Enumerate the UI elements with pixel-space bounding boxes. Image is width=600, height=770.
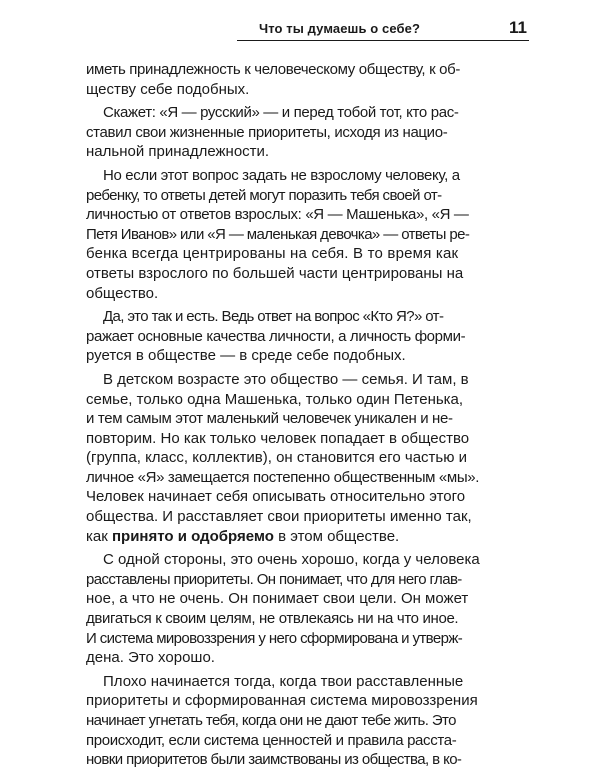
text-line: общества. И расставляет свои приоритеты именно так, [86,508,472,526]
text-line: руется в обществе — в среде себе подобных. [86,347,406,365]
text-run: как [86,527,112,545]
text-line: общество. [86,284,159,302]
paragraph [86,166,528,303]
text-line: нальной принадлежности. [86,143,270,161]
running-header [237,18,529,41]
text-line: Но если этот вопрос задать не взрослому человеку, а [103,166,460,184]
text-line: Человек начинает себя описывать относительно этого [86,488,466,506]
paragraph [86,370,528,546]
bold-phrase: принято и одобряемо [111,527,274,545]
text-line: происходит, если система ценностей и правила расста- [86,731,457,749]
text-line: и тем самым этот маленький человечек уникален и не- [86,410,453,428]
text-line: расставлены приоритеты. Он понимает, что для него глав- [86,570,462,588]
text-line: личное «Я» замещается постепенно общественным «мы». [86,468,480,486]
running-title: Что ты думаешь о себе? [259,21,421,36]
text-line: повторим. Но как только человек попадает в общество [86,429,470,447]
text-line: личностью от ответов взрослых: «Я — Машенька», «Я — [86,206,469,224]
text-line: дена. Это хорошо. [86,649,215,667]
text-line: ражает основные качества личности, а личность форми- [86,327,466,345]
text-line [86,527,528,547]
paragraph [86,550,528,668]
text-line: иметь принадлежность к человеческому обществу, к об- [86,61,460,78]
text-line: (группа, класс, коллектив), он становится его частью и [86,449,468,467]
text-line: ставил свои жизненные приоритеты, исходя из нацио- [86,123,448,141]
text-line: ществу себе подобных. [86,80,250,98]
text-line: ответы взрослого по большей части центрированы на [86,264,464,282]
text-line: В детском возрасте это общество — семья. И там, в [103,370,469,388]
paragraph [86,60,528,99]
text-run: в этом обществе. [273,527,400,545]
page-number: 11 [509,18,527,37]
body-text [86,60,528,770]
text-line: ребенку, то ответы детей могут поразить тебя своей от- [86,186,442,204]
text-line: И система мировоззрения у него сформирована и утверж- [86,629,463,647]
text-line: начинает угнетать тебя, когда они не дают тебе жить. Это [86,712,456,729]
text-line: С одной стороны, это очень хорошо, когда у человека [103,551,480,569]
text-line: Да, это так и есть. Ведь ответ на вопрос «Кто Я?» от- [103,308,444,326]
text-line: Скажет: «Я — русский» — и перед тобой тот, кто рас- [103,104,459,122]
text-line: приоритеты и сформированная система мировоззрения [86,692,478,710]
text-line: двигаться к своим целям, не отвлекаясь ни на что иное. [86,610,459,628]
paragraph [86,307,528,366]
paragraph [86,672,528,770]
paragraph [86,103,528,162]
text-line: Петя Иванов» или «Я — маленькая девочка» — ответы ре- [86,225,470,243]
text-line: семье, только одна Машенька, только один Петенька, [86,390,464,408]
text-line: ное, а что не очень. Он понимает свои цели. Он может [86,590,469,608]
text-line: бенка всегда центрированы на себя. В то время как [86,245,459,263]
text-line: Плохо начинается тогда, когда твои расставленные [103,672,464,690]
text-line: новки приоритетов были заимствованы из общества, в ко- [86,751,462,769]
